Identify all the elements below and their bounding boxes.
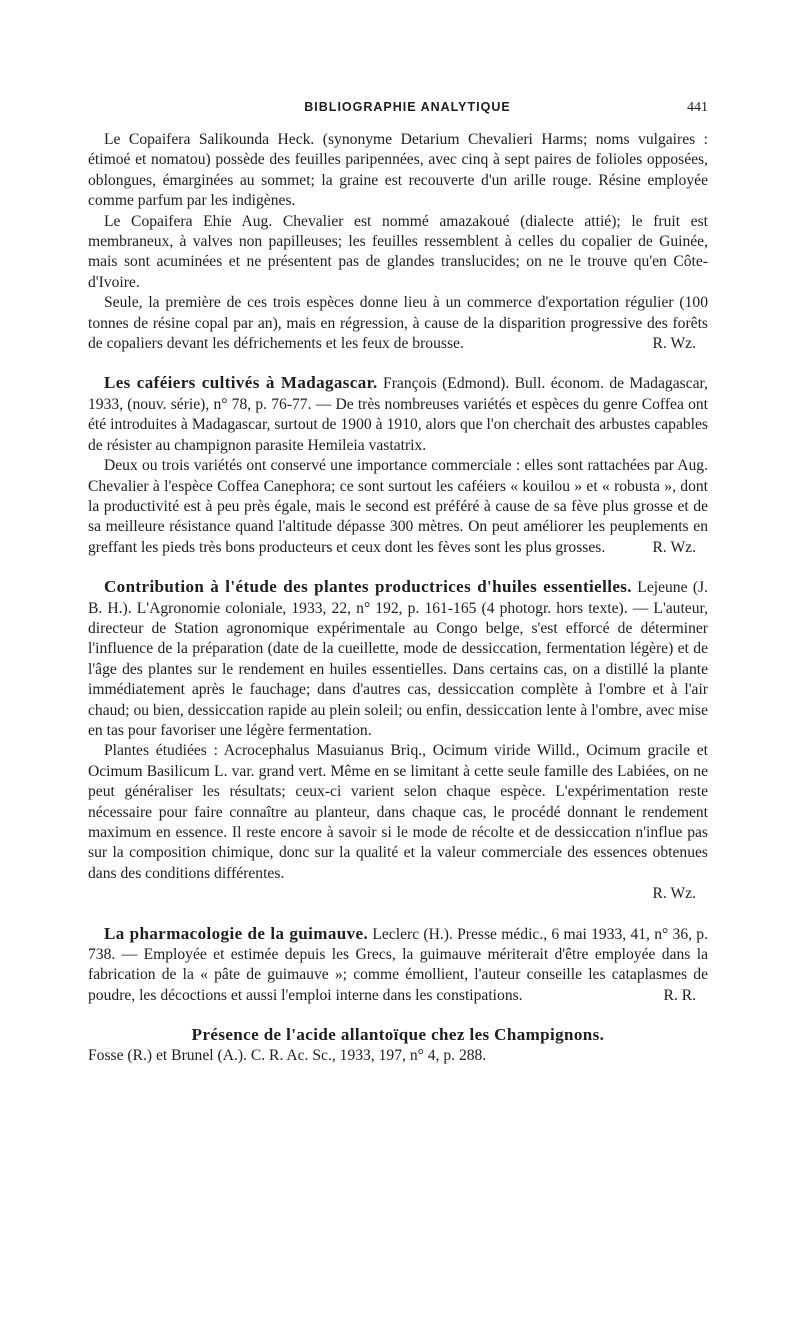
intro-section bbox=[88, 130, 708, 354]
entry-huiles-body: Plantes étudiées : Acrocephalus Masuianus Briq., Ocimum viride Willd., Ocimum gracile et Ocimum Basilicum L. var. grand vert. Même en se limitant à cette seule famille des Labiées, on ne peut généraliser les résultats; ceux-ci varient selon chaque espèce. L'expérimentation reste nécessaire pour faire connaître au planteur, dans chaque cas, le procédé donnant le rendement maximum en essence. Il reste encore à savoir si le mode de récolte et de dessiccation n'influe pas sur la composition chimique, donc sur la qualité et la valeur commerciale des essences obtenues dans des conditions différentes. bbox=[88, 742, 708, 882]
entry-signature: R. Wz. bbox=[652, 538, 696, 556]
page-number: 441 bbox=[687, 100, 708, 115]
entry-citation: Fosse (R.) et Brunel (A.). C. R. Ac. Sc., 1933, 197, n° 4, p. 288. bbox=[88, 1046, 487, 1064]
intro-paragraph-3 bbox=[88, 293, 708, 354]
intro-paragraph-2: Le Copaifera Ehie Aug. Chevalier est nommé amazakoué (dialecte attié); le fruit est membraneux, à valves non papilleuses; les feuilles ressemblent à celles du copalier de Guinée, mais sont acuminées et ne présentent pas de glandes translucides; on ne le trouve qu'en Côte-d'Ivoire. bbox=[88, 212, 708, 291]
entry-title: Les caféiers cultivés à Madagascar. bbox=[104, 373, 378, 393]
entry-cafeiers-citation bbox=[88, 373, 708, 456]
entry-signature: R. R. bbox=[663, 986, 696, 1004]
intro-paragraph-1: Le Copaifera Salikounda Heck. (synonyme Detarium Chevalieri Harms; noms vulgaires : étimoé et nomatou) possède des feuilles paripennées, avec cinq à sept paires de folioles opposées, oblongues, émarginées au sommet; la graine est recouverte d'un arille rouge. Résine employée comme parfum par les indigènes. bbox=[88, 131, 708, 210]
entry-huiles-citation bbox=[88, 577, 708, 741]
intro-signature: R. Wz. bbox=[652, 335, 696, 353]
document-page bbox=[88, 100, 708, 1085]
entry-title: Présence de l'acide allantoïque chez les Champignons. bbox=[191, 1025, 605, 1045]
entry-cafeiers-body bbox=[88, 456, 708, 558]
entry-citation: Lejeune (J. B. H.). L'Agronomie coloniale, 1933, 22, n° 192, p. 161-165 (4 photogr. hors texte). — L'auteur, directeur de Station agronomique expérimentale au Congo belge, s'est efforcé de déterminer l'influence de la préparation (date de la cueillette, mode de dessiccation, fermentation légère) et de l'âge des plantes sur le rendement en huiles essentielles. Dans certains cas, on a distillé la plante immédiatement après le fauchage; dans d'autres cas, dessiccation complète à l'ombre et à l'air chaud; ou bien, dessiccation rapide au plein soleil; ou enfin, dessiccation lente à l'ombre, avec mise en tas pour favoriser une légère fermentation. bbox=[88, 579, 708, 739]
entry-guimauve-citation bbox=[88, 924, 708, 1007]
entry-guimauve bbox=[88, 924, 708, 1007]
entry-citation: François (Edmond). Bull. économ. de Madagascar, 1933, (nouv. série), n° 78, p. 76-77. — De très nombreuses variétés et espèces du genre Coffea ont été introduites à Madagascar, surtout de 1900 à 1910, alors que l'on cherchait des arbustes capables de résister au champignon parasite Hemileia vastatrix. bbox=[88, 375, 708, 454]
entry-citation: Leclerc (H.). Presse médic., 6 mai 1933, 41, n° 36, p. 738. — Employée et estimée depuis les Grecs, la guimauve mériterait d'être employée dans la fabrication de la « pâte de guimauve »; comme émollient, l'auteur conseille les cataplasmes de poudre, les décoctions et aussi l'emploi interne dans les constipations. bbox=[88, 925, 708, 1004]
entry-huiles-essentielles bbox=[88, 577, 708, 905]
page-header bbox=[88, 100, 708, 116]
entry-title: La pharmacologie de la guimauve. bbox=[104, 923, 369, 943]
entry-cafeiers bbox=[88, 373, 708, 558]
intro-paragraph-3-text: Seule, la première de ces trois espèces donne lieu à un commerce d'exportation régulier (100 tonnes de résine copal par an), mais en régression, à cause de la disparition progressive des forêts de copaliers devant les défrichements et les feux de brousse. bbox=[88, 294, 708, 353]
entry-body: Deux ou trois variétés ont conservé une importance commerciale : elles sont rattachées par Aug. Chevalier à l'espèce Coffea Canephora; ce sont surtout les caféiers « kouilou » et « robusta », dont la productivité est à peu près égale, mais le second est préféré à cause de sa fève plus grosse et de sa meilleure résistance quand l'altitude dépasse 300 mètres. On peut améliorer les peuplements en greffant les pieds très bons producteurs et ceux dont les fèves sont les plus grosses. bbox=[88, 457, 708, 556]
running-title: BIBLIOGRAPHIE ANALYTIQUE bbox=[304, 100, 511, 114]
entry-title: Contribution à l'étude des plantes productrices d'huiles essentielles. bbox=[104, 577, 632, 597]
entry-signature: R. Wz. bbox=[652, 885, 696, 903]
entry-acide-allantoique bbox=[88, 1025, 708, 1066]
